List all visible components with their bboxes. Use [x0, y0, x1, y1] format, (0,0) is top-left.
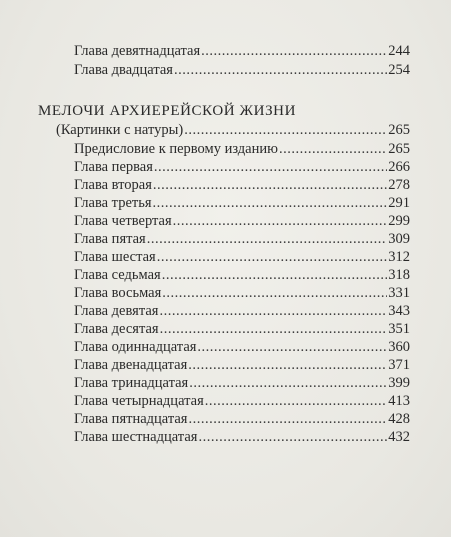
toc-entry-title: Глава пятнадцатая: [74, 411, 188, 427]
toc-leader-dots: [189, 374, 387, 392]
section-subtitle-entry: [56, 121, 410, 139]
toc-entry-page: 428: [388, 411, 410, 427]
toc-entry-title: Глава четырнадцатая: [74, 393, 204, 409]
toc-entry-title: Глава четвертая: [74, 213, 172, 229]
toc-entry-page: 413: [388, 393, 410, 409]
toc-entry-page: 291: [388, 195, 410, 211]
toc-entry-title: Глава седьмая: [74, 267, 161, 283]
toc-leader-dots: [279, 140, 387, 158]
toc-entry: [74, 248, 410, 266]
toc-entry: [74, 392, 410, 410]
toc-entry-page: 254: [388, 62, 410, 78]
toc-leader-dots: [162, 284, 387, 302]
toc-entry-title: Глава одиннадцатая: [74, 339, 197, 355]
toc-entry: [74, 374, 410, 392]
section-heading: МЕЛОЧИ АРХИЕРЕЙСКОЙ ЖИЗНИ: [38, 103, 297, 119]
toc-entry-page: 265: [388, 122, 410, 138]
toc-entry: [74, 61, 410, 79]
toc-entry: [74, 158, 410, 176]
toc-leader-dots: [157, 248, 388, 266]
toc-entry: [74, 338, 410, 356]
toc-entry: [74, 428, 410, 446]
toc-entry-title: Глава третья: [74, 195, 152, 211]
toc-entry-title: Глава шестнадцатая: [74, 429, 198, 445]
toc-entry: [74, 230, 410, 248]
toc-entry-page: 371: [388, 357, 410, 373]
toc-leader-dots: [147, 230, 388, 248]
toc-entry: [74, 176, 410, 194]
toc-leader-dots: [153, 176, 387, 194]
toc-leader-dots: [173, 212, 388, 230]
toc-leader-dots: [188, 356, 387, 374]
section-subtitle: (Картинки с натуры): [56, 122, 184, 138]
toc-entry-title: Глава тринадцатая: [74, 375, 189, 391]
toc-entry-page: 309: [388, 231, 410, 247]
toc-entry-page: 265: [388, 141, 410, 157]
toc-entry-title: Глава девятнадцатая: [74, 43, 201, 59]
toc-leader-dots: [174, 61, 387, 79]
toc-entry: [74, 302, 410, 320]
toc-entry-title: Глава шестая: [74, 249, 156, 265]
toc-entry: [74, 356, 410, 374]
toc-entry-page: 318: [388, 267, 410, 283]
toc-entry: [74, 320, 410, 338]
toc-entry-title: Глава вторая: [74, 177, 152, 193]
toc-entry-title: Глава девятая: [74, 303, 159, 319]
toc-entry-page: 343: [388, 303, 410, 319]
toc-entry-page: 312: [388, 249, 410, 265]
toc-entry-page: 278: [388, 177, 410, 193]
toc-leader-dots: [198, 428, 387, 446]
toc-leader-dots: [188, 410, 387, 428]
toc-leader-dots: [153, 194, 388, 212]
toc-entry-page: 432: [388, 429, 410, 445]
toc-entry: [74, 42, 410, 60]
toc-leader-dots: [162, 266, 388, 284]
toc-leader-dots: [201, 42, 387, 60]
toc-entry-title: Глава пятая: [74, 231, 146, 247]
toc-entry: [74, 194, 410, 212]
toc-entry: [74, 410, 410, 428]
toc-entry-title: Глава первая: [74, 159, 153, 175]
toc-entry-page: 244: [388, 43, 410, 59]
toc-entry-page: 266: [388, 159, 410, 175]
toc-leader-dots: [159, 302, 387, 320]
toc-leader-dots: [154, 158, 387, 176]
toc-leader-dots: [205, 392, 388, 410]
toc-entry-title: Глава двадцатая: [74, 62, 173, 78]
toc-entry-title: Глава восьмая: [74, 285, 162, 301]
toc-entry-title: Предисловие к первому изданию: [74, 141, 278, 157]
toc-entry-title: Глава десятая: [74, 321, 159, 337]
toc-entry-page: 331: [388, 285, 410, 301]
toc-entry: [74, 140, 410, 158]
toc-entry: [74, 266, 410, 284]
toc-entry-page: 360: [388, 339, 410, 355]
toc-leader-dots: [160, 320, 388, 338]
toc-entry-page: 399: [388, 375, 410, 391]
toc-entry: [74, 284, 410, 302]
toc-entry: [74, 212, 410, 230]
toc-entry-title: Глава двенадцатая: [74, 357, 188, 373]
toc-entry-page: 299: [388, 213, 410, 229]
toc-leader-dots: [184, 121, 387, 139]
toc-entry-page: 351: [388, 321, 410, 337]
toc-leader-dots: [197, 338, 387, 356]
